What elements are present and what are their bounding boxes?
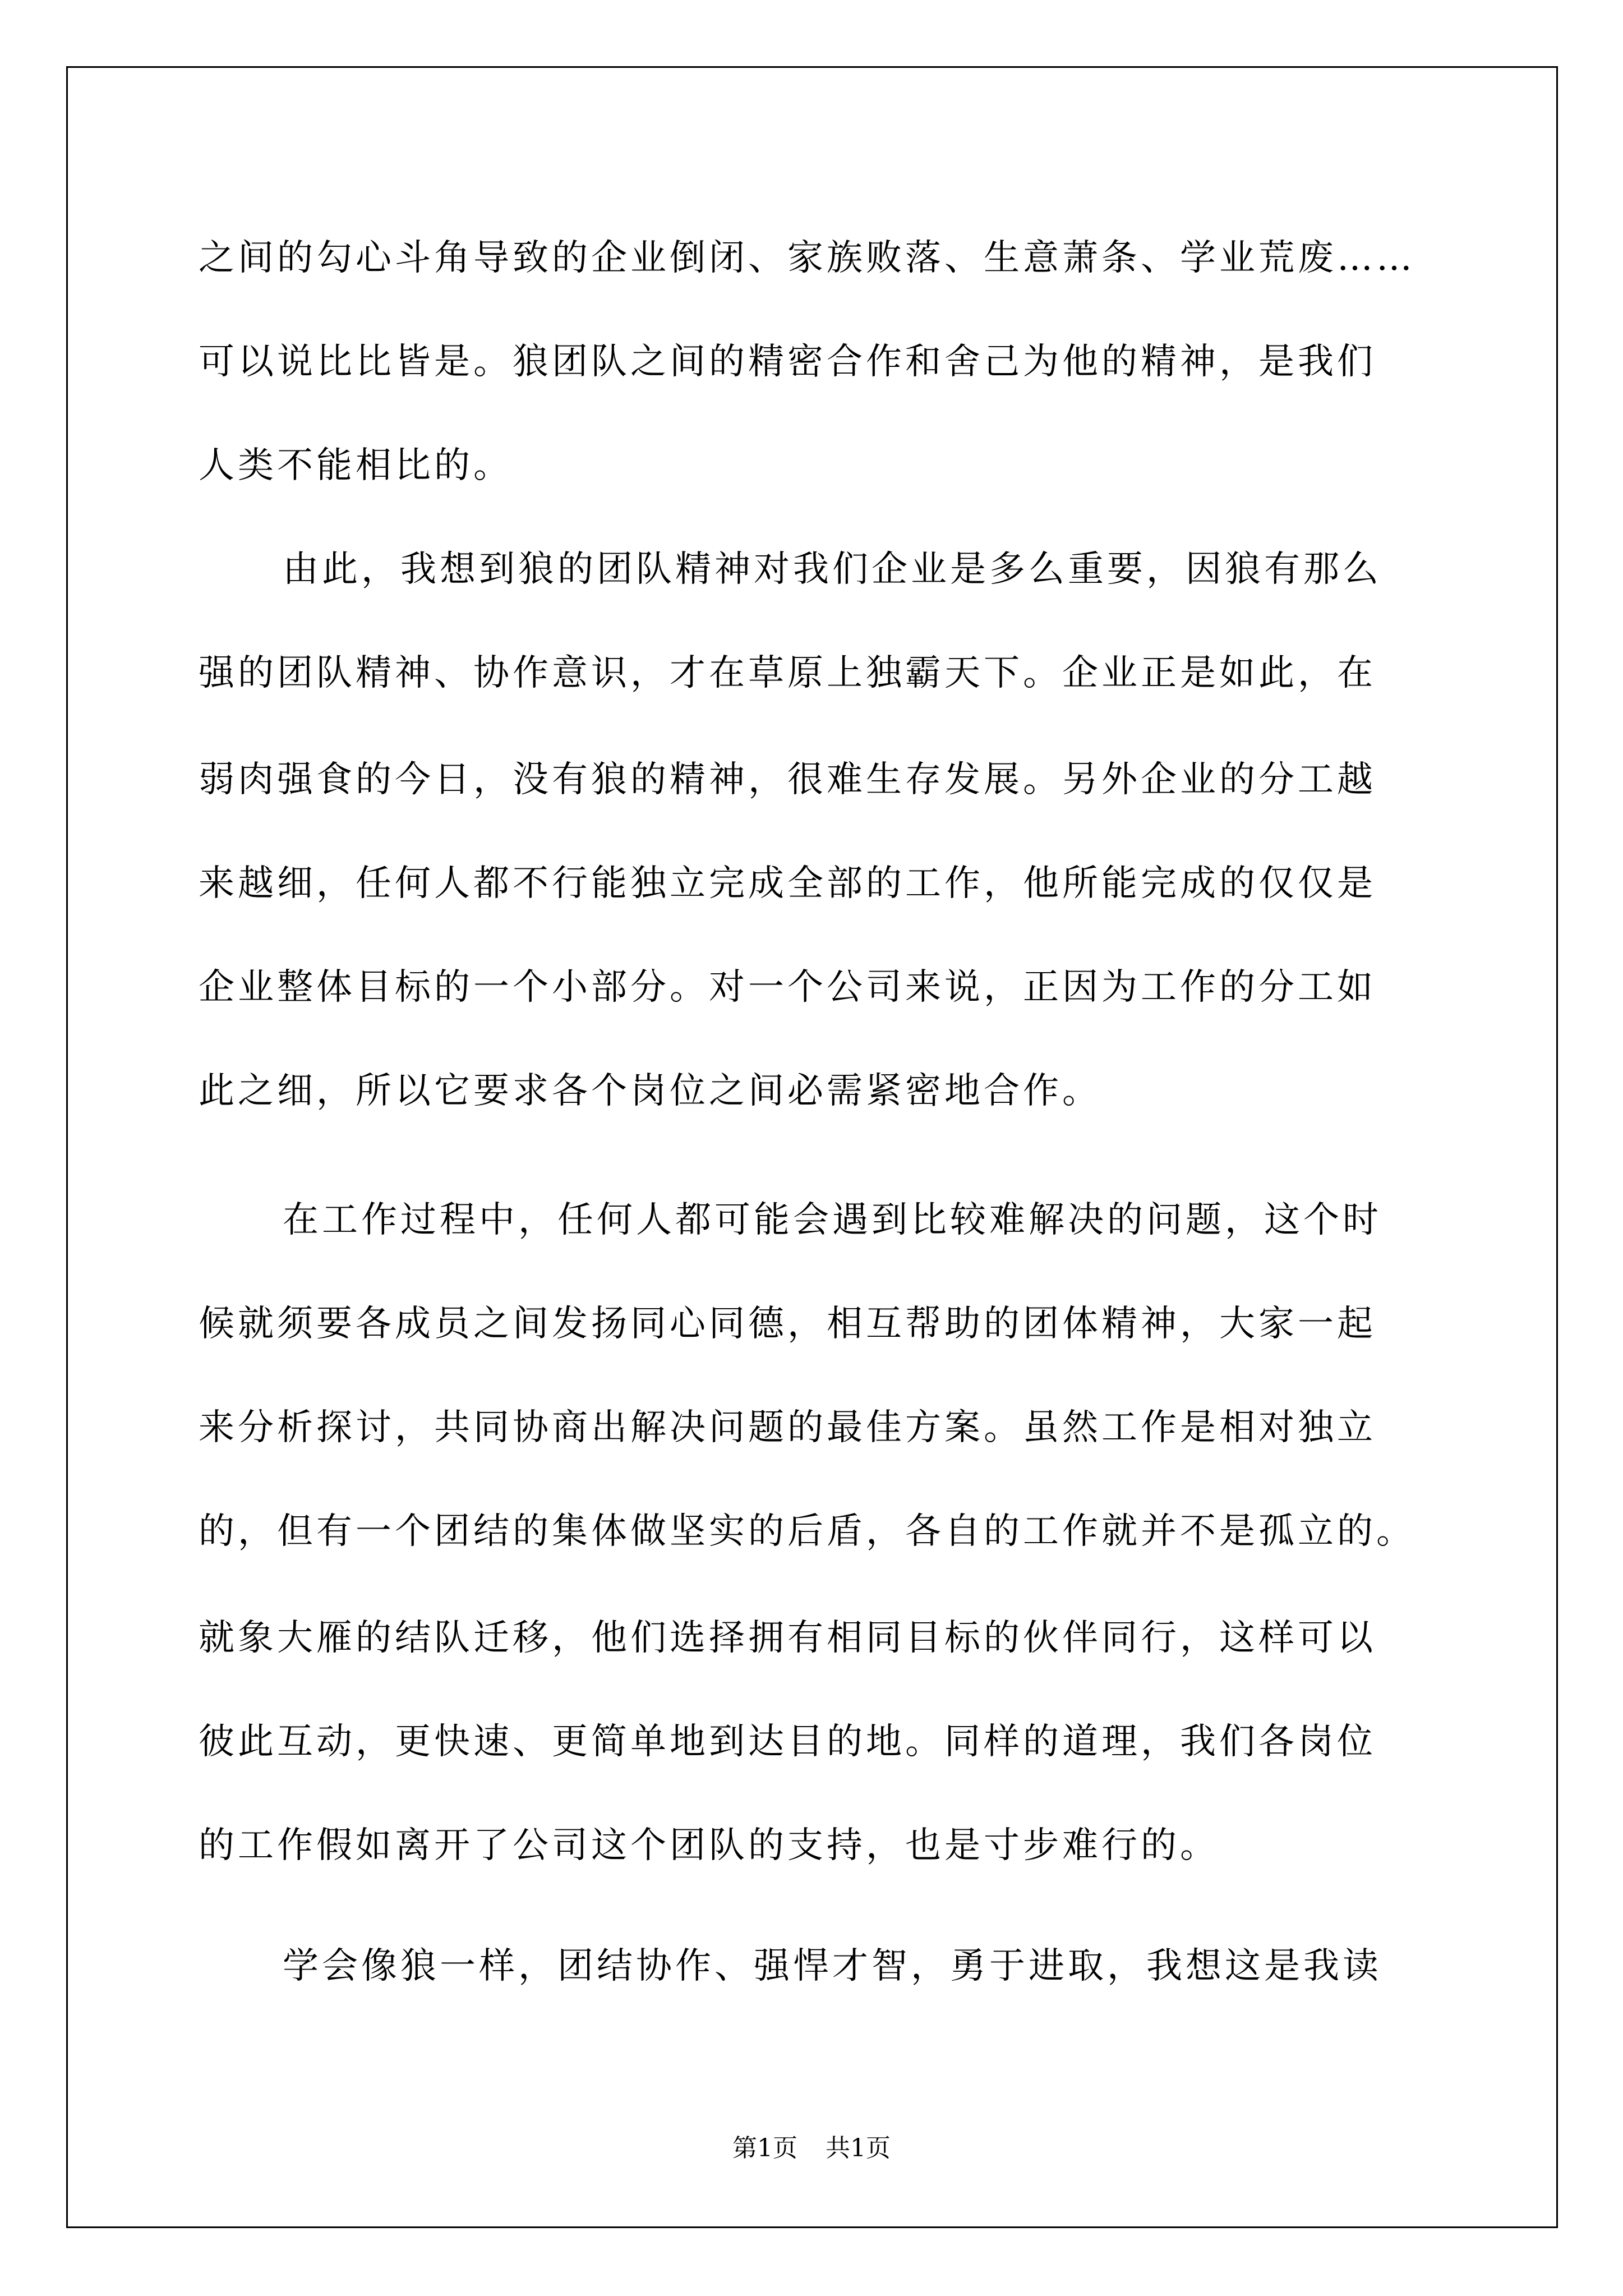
text-line: 学会像狼一样，团结协作、强悍才智，勇于进取，我想这是我读 <box>283 1945 1382 1987</box>
text-line: 彼此互动，更快速、更简单地到达目的地。同样的道理，我们各岗位 <box>199 1721 1376 1763</box>
text-line: 之间的勾心斗角导致的企业倒闭、家族败落、生意萧条、学业荒废…… <box>199 237 1415 279</box>
text-line: 来越细，任何人都不行能独立完成全部的工作，他所能完成的仅仅是 <box>199 863 1376 904</box>
page-footer <box>0 2132 1623 2165</box>
text-line: 可以说比比皆是。狼团队之间的精密合作和舍己为他的精神，是我们 <box>199 341 1376 383</box>
text-line: 在工作过程中，任何人都可能会遇到比较难解决的问题，这个时 <box>283 1199 1382 1241</box>
text-line: 企业整体目标的一个小部分。对一个公司来说，正因为工作的分工如 <box>199 967 1376 1008</box>
text-line: 候就须要各成员之间发扬同心同德，相互帮助的团体精神，大家一起 <box>199 1303 1376 1345</box>
text-line: 弱肉强食的今日，没有狼的精神，很难生存发展。另外企业的分工越 <box>199 759 1376 800</box>
text-line: 就象大雁的结队迁移，他们选择拥有相同目标的伙伴同行，这样可以 <box>199 1617 1376 1659</box>
page-border <box>66 66 1558 2228</box>
text-line: 来分析探讨，共同协商出解决问题的最佳方案。虽然工作是相对独立 <box>199 1407 1376 1448</box>
page-number-total: 共1页 <box>826 2134 891 2162</box>
text-line: 人类不能相比的。 <box>199 445 513 486</box>
text-line: 强的团队精神、协作意识，才在草原上独霸天下。企业正是如此，在 <box>199 652 1376 694</box>
text-line: 此之细，所以它要求各个岗位之间必需紧密地合作。 <box>199 1070 1101 1112</box>
page-number-current: 第1页 <box>732 2134 797 2162</box>
text-line: 由此，我想到狼的团队精神对我们企业是多么重要，因狼有那么 <box>283 549 1382 590</box>
text-line: 的工作假如离开了公司这个团队的支持，也是寸步难行的。 <box>199 1825 1219 1866</box>
text-line: 的，但有一个团结的集体做坚实的后盾，各自的工作就并不是孤立的。 <box>199 1511 1415 1552</box>
